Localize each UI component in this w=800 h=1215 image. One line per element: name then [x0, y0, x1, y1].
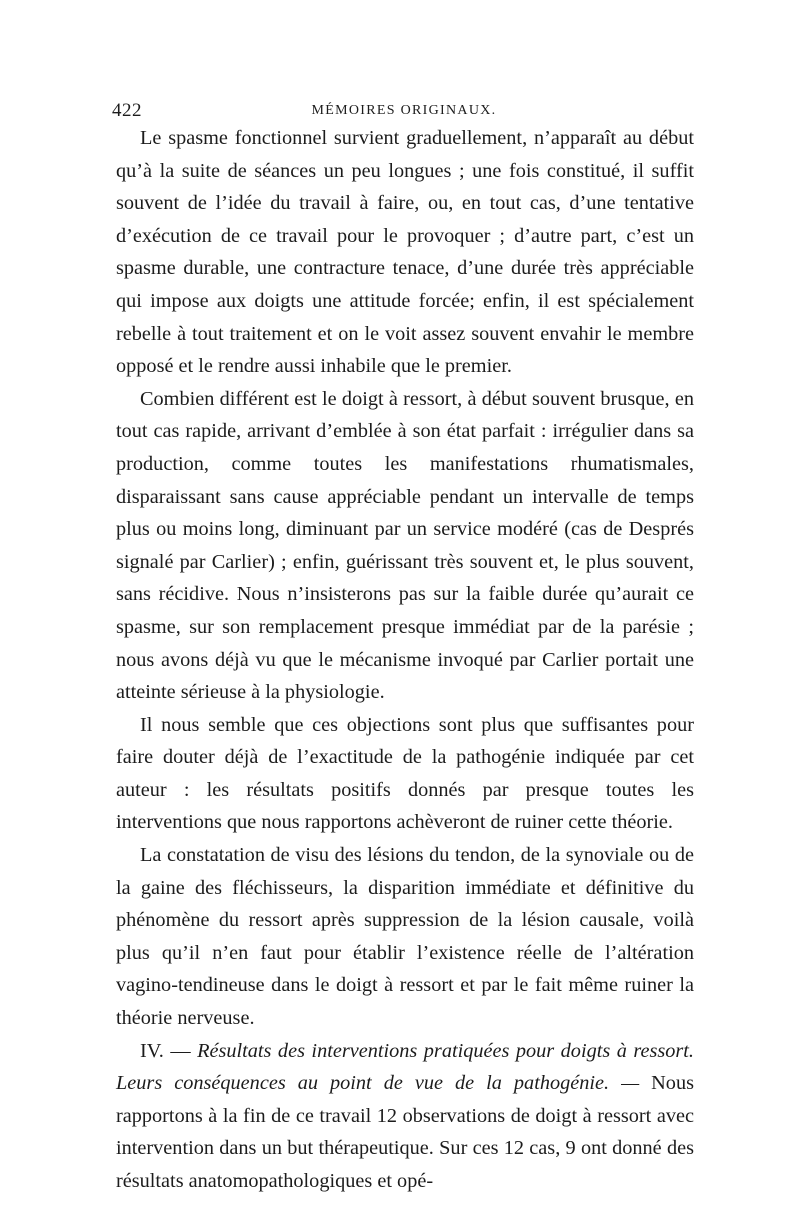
paragraph-4: La constatation de visu des lésions du tendon, de la synoviale ou de la gaine des fléchisseurs, la disparition immédiate et définitive du phénomène du ressort après suppression de la lésion causale, voilà plus qu’il n’en faut pour établir l’existence réelle de l’altération vagino-tendineuse dans le doigt à ressort et par le fait même ruiner la théorie nerveuse.	[116, 844, 694, 1030]
body-text	[116, 122, 694, 1198]
page-number: 422	[112, 100, 142, 121]
section-numeral: IV. —	[140, 1039, 191, 1062]
section-text: Nous rapportons à la fin de ce travail 12 observations de doigt à ressort avec intervention dans un but thérapeutique. Sur ces 12 cas, 9 ont donné des résultats anatomopathologiques et opé-	[116, 1072, 694, 1192]
paragraph-2: Combien différent est le doigt à ressort, à début souvent brusque, en tout cas rapide, arrivant d’emblée à son état parfait : irrégulier dans sa production, comme toutes les manifestations rhumatismales, disparaissant sans cause appréciable pendant un intervalle de temps plus ou moins long, diminuant par un service modéré (cas de Després signalé par Carlier) ; enfin, guérissant très souvent et, le plus souvent, sans récidive. Nous n’insisterons pas sur la faible durée qu’aurait ce spasme, sur son remplacement presque immédiat par de la parésie ; nous avons déjà vu que le mécanisme invoqué par Carlier portait une atteinte sérieuse à la physiologie.	[116, 387, 694, 704]
section-paragraph	[116, 1035, 694, 1198]
running-title: MÉMOIRES ORIGINAUX.	[311, 103, 497, 118]
section-title: Résultats des interventions pratiquées pour doigts à ressort. Leurs conséquences au point de vue de la pathogénie.	[116, 1039, 694, 1095]
paragraph-3: Il nous semble que ces objections sont plus que suffisantes pour faire douter déjà de l’exactitude de la pathogénie indiquée par cet auteur : les résultats positifs donnés par presque toutes les interventions que nous rapportons achèveront de ruiner cette théorie.	[116, 713, 694, 834]
section-title-dash: —	[609, 1072, 640, 1095]
paragraph-1: Le spasme fonctionnel survient graduellement, n’apparaît au début qu’à la suite de séances un peu longues ; une fois constitué, il suffit souvent de l’idée du travail à faire, ou, en tout cas, d’une tentative d’exécution de ce travail pour le provoquer ; d’autre part, c’est un spasme durable, une contracture tenace, d’une durée très appréciable qui impose aux doigts une attitude forcée; enfin, il est spécialement rebelle à tout traitement et on le voit assez souvent envahir le membre opposé et le rendre aussi inhabile que le premier.	[116, 127, 694, 378]
